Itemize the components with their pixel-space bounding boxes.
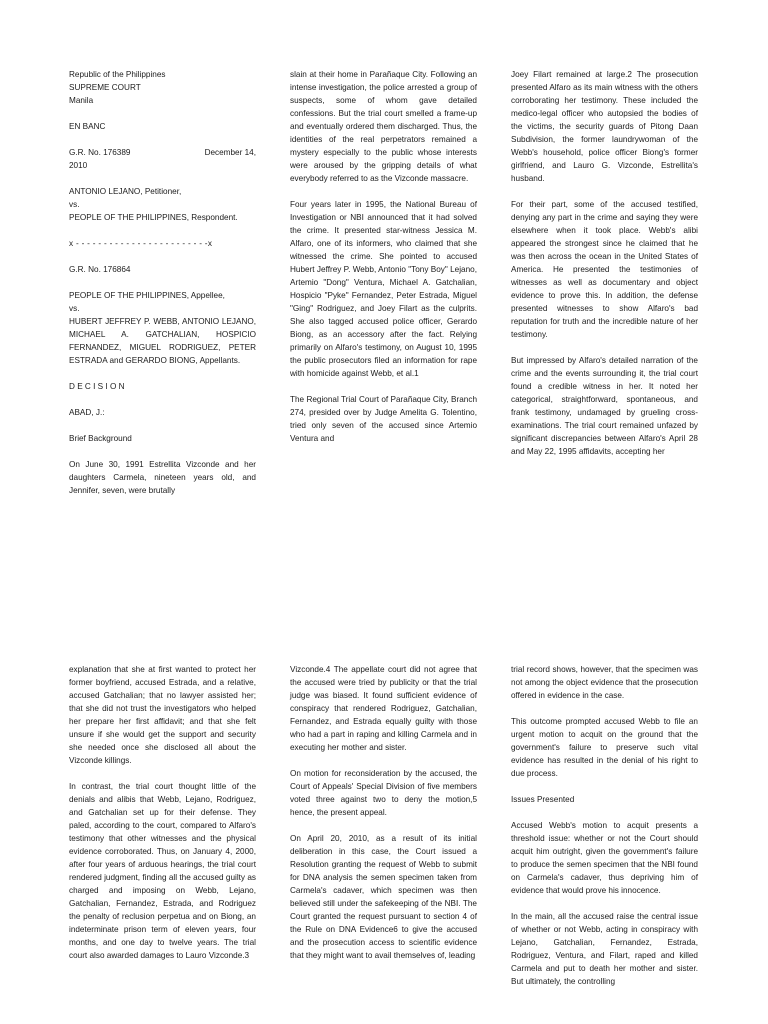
paragraph: Accused Webb's motion to acquit presents a threshold issue: whether or not the Court should acquit him outright, given the government's failure to produce the semen specimen that the NBI found on Carmela's cadaver, thus depriving him of evidence that would prove his innocence. [511,821,698,895]
paragraph: For their part, some of the accused testified, denying any part in the crime and saying they were elsewhere when it took place. Webb's alibi appeared the strongest since he claimed that he was then across the ocean in the United States of America. He presented the testimonies of witnesses as well as documentary and object evidence to prove this. In addition, the defense presented witnesses to show Alfaro's bad reputation for truth and the incredible nature of her testimony. [511,200,698,339]
paragraph: On motion for reconsideration by the accused, the Court of Appeals' Special Division of five members voted three against two to deny the motion,5 hence, the present appeal. [290,769,477,817]
party-vs-2: vs. [69,304,80,313]
paragraph: On June 30, 1991 Estrellita Vizconde and her daughters Carmela, nineteen years old, and Jennifer, seven, were brutally [69,460,256,495]
column-left [69,663,256,975]
paragraph: Joey Filart remained at large.2 The prosecution presented Alfaro as its main witness with the others corroborating her testimony. These included the medico-legal officer who autopsied the bodies of the victims, the security guards of Pitong Daan Subdivision, the former laundrywoman of the Webb's household, police officer Biong's former girlfriend, and Lauro G. Vizconde, Estrellita's husband. [511,70,698,183]
paragraph: Vizconde.4 The appellate court did not agree that the accused were tried by publicity or that the trial judge was biased. It found sufficient evidence of conspiracy that rendered Rodriguez, Gatchalian, Fernandez, and Estrada equally guilty with those who had a part in raping and killing Carmela and in executing her mother and sister. [290,665,477,752]
section-heading-brief-background: Brief Background [69,434,132,443]
party-appellee: PEOPLE OF THE PHILIPPINES, Appellee, [69,291,225,300]
decision-heading: D E C I S I O N [69,382,125,391]
party-respondent: PEOPLE OF THE PHILIPPINES, Respondent. [69,213,238,222]
gr-date-text: December 14, [204,148,256,157]
case-separator: x - - - - - - - - - - - - - - - - - - - - - - - -x [69,239,213,248]
paragraph: explanation that she at first wanted to protect her former boyfriend, accused Estrada, and a relative, accused Gatchalian; that no lawyer assisted her; that she did not trust the investigators who helped her prepare her first affidavit; and that she felt unsure if she would get the support and security she needed once she disclosed all about the Vizconde killings. [69,665,256,765]
paragraph: On April 20, 2010, as a result of its initial deliberation in this case, the Court issued a Resolution granting the request of Webb to submit for DNA analysis the semen specimen taken from Carmela's cadaver, which specimen was then believed still under the safekeeping of the NBI. The Court granted the request pursuant to section 4 of the Rule on DNA Evidence6 to give the accused and the prosecution access to scientific evidence that they might want to avail themselves of, leading [290,834,477,960]
gr-number-1 [69,146,256,172]
paragraph: This outcome prompted accused Webb to file an urgent motion to acquit on the ground that the government's failure to preserve such vital evidence has resulted in the denial of his right to due process. [511,717,698,778]
column-right [511,68,698,471]
gr-date-year: 2010 [69,161,88,170]
court-header [69,68,256,107]
party-appellants: HUBERT JEFFREY P. WEBB, ANTONIO LEJANO, MICHAEL A. GATCHALIAN, HOSPICIO FERNANDEZ, MIGUEL RODRIGUEZ, PETER ESTRADA and GERARDO BIONG, Appellants. [69,317,256,365]
paragraph: The Regional Trial Court of Parañaque City, Branch 274, presided over by Judge Amelita G. Tolentino, tried only seven of the accused since Artemio Ventura and [290,395,477,443]
column-middle [290,68,477,458]
party-vs: vs. [69,200,80,209]
paragraph: In the main, all the accused raise the central issue of whether or not Webb, acting in conspiracy with Lejano, Gatchalian, Fernandez, Estrada, Rodriguez, Ventura, and Filart, raped and killed Carmela and put to death her mother and sister. But ultimately, the controlling [511,912,698,986]
header-republic: Republic of the Philippines [69,70,166,79]
document-page-top [0,68,768,520]
document-page-bottom [0,663,768,1024]
section-heading-issues-presented: Issues Presented [511,795,575,804]
column-right [511,663,698,1001]
column-left [69,68,256,510]
party-petitioner: ANTONIO LEJANO, Petitioner, [69,187,182,196]
paragraph: In contrast, the trial court thought little of the denials and alibis that Webb, Lejano, Rodriguez, and Gatchalian set up for their defense. They paled, according to the court, compared to Alfaro's testimony that other witnesses and the physical evidence corroborated. Thus, on January 4, 2000, after four years of arduous hearings, the trial court rendered judgment, finding all the accused guilty as charged and imposing on Webb, Lejano, Gatchalian, Fernandez, Estrada, and Rodriguez the penalty of reclusion perpetua and on Biong, an indeterminate prison term of eleven years, four months, and one day to twelve years. The trial court also awarded damages to Lauro Vizconde.3 [69,782,256,960]
gr-number-2: G.R. No. 176864 [69,265,131,274]
paragraph: Four years later in 1995, the National Bureau of Investigation or NBI announced that it had solved the crime. It presented star-witness Jessica M. Alfaro, one of its informers, who claimed that she witnessed the crime. She pointed to accused Hubert Jeffrey P. Webb, Antonio "Tony Boy" Lejano, Artemio "Dong" Ventura, Michael A. Gatchalian, Hospicio "Pyke" Fernandez, Peter Estrada, Miguel "Ging" Rodriguez, and Joey Filart as the culprits. She also tagged accused police officer, Gerardo Biong, as an accessory after the fact. Relying primarily on Alfaro's testimony, on August 10, 1995 the public prosecutors filed an information for rape with homicide against Webb, et al.1 [290,200,477,378]
parties-case-2 [69,289,256,367]
author-line: ABAD, J.: [69,408,105,417]
column-middle [290,663,477,975]
en-banc: EN BANC [69,122,106,131]
paragraph: But impressed by Alfaro's detailed narration of the crime and the events surrounding it, the trial court found a credible witness in her. It noted her categorical, straightforward, spontaneous, and frank testimony, undamaged by grueling cross-examinations. The trial court remained unfazed by significant discrepancies between Alfaro's April 28 and May 22, 1995 affidavits, accepting her [511,356,698,456]
parties-case-1 [69,185,256,224]
paragraph: trial record shows, however, that the specimen was not among the object evidence that the prosecution offered in evidence in the case. [511,665,698,700]
header-supreme-court: SUPREME COURT [69,83,141,92]
header-manila: Manila [69,96,94,105]
paragraph: slain at their home in Parañaque City. Following an intense investigation, the police arrested a group of suspects, some of whom gave detailed confessions. But the trial court smelled a frame-up and eventually ordered them discharged. Thus, the identities of the real perpetrators remained a mystery especially to the public whose interests were aroused by the gripping details of what everybody referred to as the Vizconde massacre. [290,70,477,183]
gr-number-1-text: G.R. No. 176389 [69,148,131,157]
